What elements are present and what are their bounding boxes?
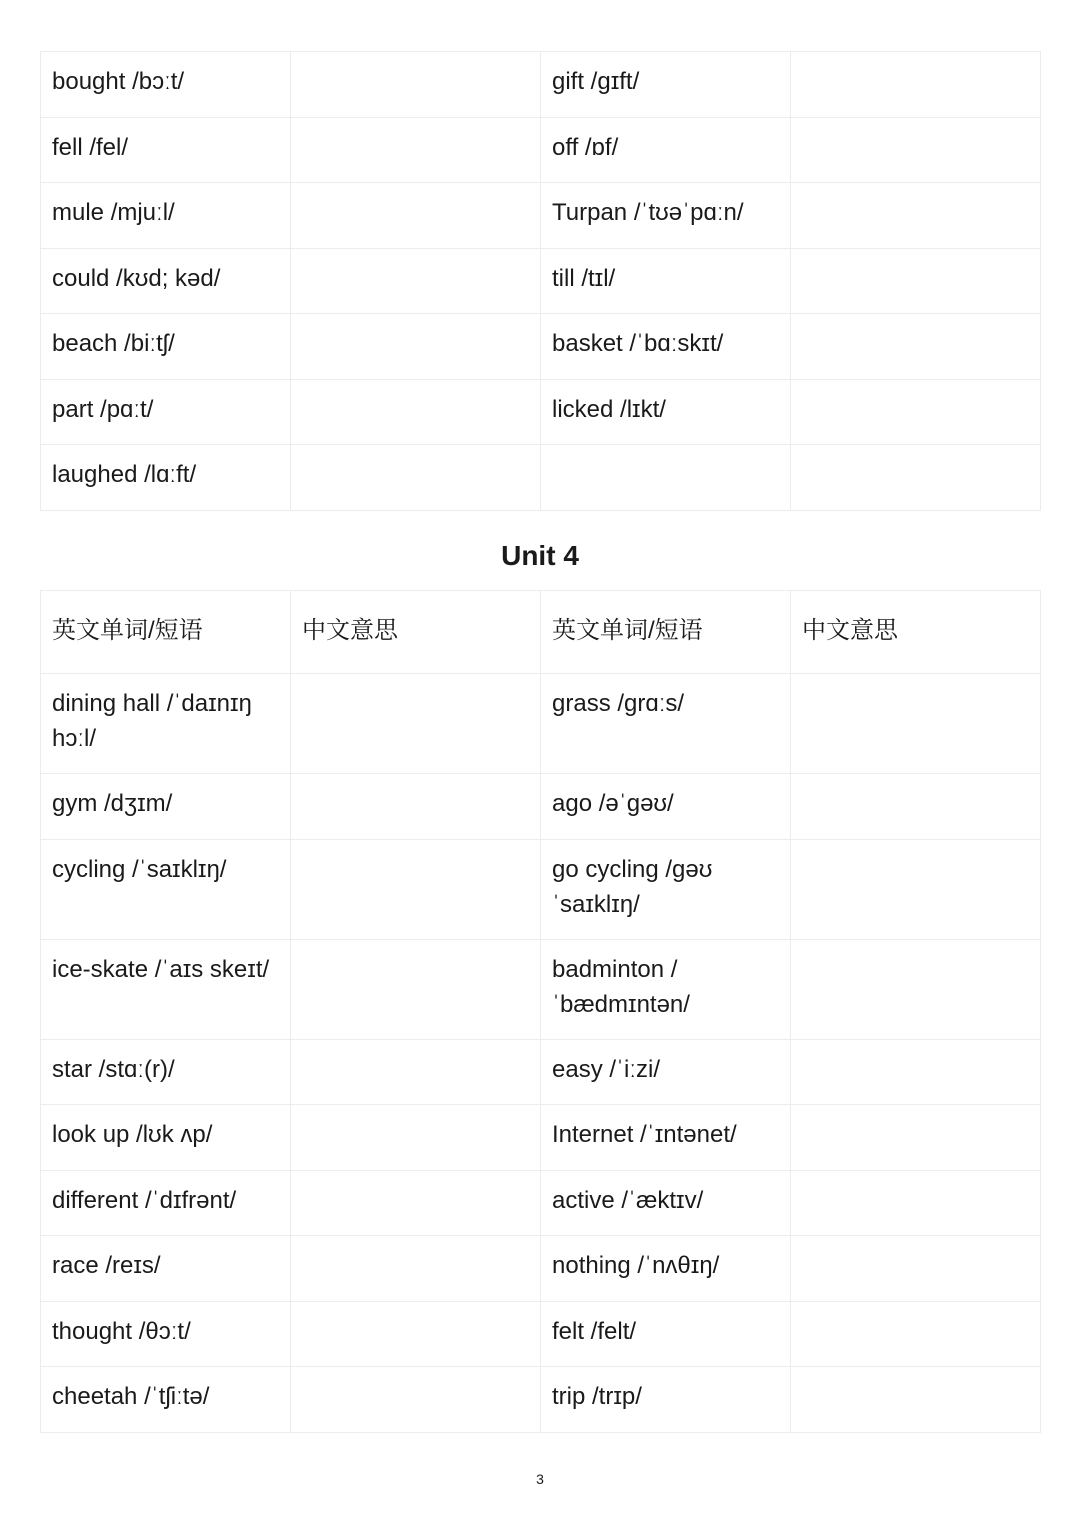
table-row [41,1367,1041,1433]
section-title-unit-4: Unit 4 [501,540,579,571]
english-word-cell: gift /ɡɪft/ [541,52,791,118]
chinese-meaning-cell [291,674,541,774]
chinese-meaning-cell [291,1367,541,1433]
header-chinese-meaning: 中文意思 [791,591,1041,674]
english-word-cell: ice-skate /ˈaɪs skeɪt/ [41,939,291,1039]
chinese-meaning-cell [791,1170,1041,1236]
english-word-cell: ago /əˈɡəʊ/ [541,774,791,840]
chinese-meaning-cell [291,774,541,840]
page-number: 3 [536,1471,544,1487]
chinese-meaning-cell [791,1367,1041,1433]
chinese-meaning-cell [291,52,541,118]
english-word-cell: Turpan /ˈtʊəˈpɑːn/ [541,183,791,249]
english-word-cell: till /tɪl/ [541,248,791,314]
chinese-meaning-cell [291,314,541,380]
english-word-cell: felt /felt/ [541,1301,791,1367]
english-word-cell: could /kʊd; kəd/ [41,248,291,314]
chinese-meaning-cell [791,314,1041,380]
english-word-cell: off /ɒf/ [541,117,791,183]
vocab-table-unit-4 [40,590,1041,1433]
english-word-cell: look up /lʊk ʌp/ [41,1105,291,1171]
chinese-meaning-cell [291,839,541,939]
english-word-cell: fell /fel/ [41,117,291,183]
table-row [41,674,1041,774]
chinese-meaning-cell [291,379,541,445]
table-row [41,117,1041,183]
english-word-cell: nothing /ˈnʌθɪŋ/ [541,1236,791,1302]
chinese-meaning-cell [791,1039,1041,1105]
english-word-cell: gym /dʒɪm/ [41,774,291,840]
english-word-cell: cheetah /ˈtʃiːtə/ [41,1367,291,1433]
table-row [41,379,1041,445]
chinese-meaning-cell [291,939,541,1039]
chinese-meaning-cell [291,1301,541,1367]
chinese-meaning-cell [291,1105,541,1171]
chinese-meaning-cell [791,839,1041,939]
vocab-table-body [41,52,1041,511]
english-word-cell: dining hall /ˈdaɪnɪŋ hɔːl/ [41,674,291,774]
english-word-cell: active /ˈæktɪv/ [541,1170,791,1236]
chinese-meaning-cell [791,674,1041,774]
english-word-cell: different /ˈdɪfrənt/ [41,1170,291,1236]
chinese-meaning-cell [291,445,541,511]
english-word-cell: basket /ˈbɑːskɪt/ [541,314,791,380]
chinese-meaning-cell [791,939,1041,1039]
chinese-meaning-cell [791,117,1041,183]
table-row [41,1301,1041,1367]
english-word-cell: cycling /ˈsaɪklɪŋ/ [41,839,291,939]
chinese-meaning-cell [791,52,1041,118]
table-row [41,248,1041,314]
table-row [41,1039,1041,1105]
english-word-cell: thought /θɔːt/ [41,1301,291,1367]
english-word-cell [541,445,791,511]
table-row [41,1105,1041,1171]
table-row [41,1170,1041,1236]
chinese-meaning-cell [791,1301,1041,1367]
header-english-word: 英文单词/短语 [541,591,791,674]
table-row [41,839,1041,939]
table-row [41,939,1041,1039]
english-word-cell: badminton /ˈbædmɪntən/ [541,939,791,1039]
table-row [41,314,1041,380]
english-word-cell: bought /bɔːt/ [41,52,291,118]
chinese-meaning-cell [291,248,541,314]
chinese-meaning-cell [791,379,1041,445]
chinese-meaning-cell [791,248,1041,314]
english-word-cell: trip /trɪp/ [541,1367,791,1433]
english-word-cell: grass /ɡrɑːs/ [541,674,791,774]
chinese-meaning-cell [791,774,1041,840]
chinese-meaning-cell [291,1236,541,1302]
vocab-table-body [41,591,1041,1433]
table-row [41,774,1041,840]
table-row [41,445,1041,511]
chinese-meaning-cell [291,1170,541,1236]
english-word-cell: licked /lɪkt/ [541,379,791,445]
header-chinese-meaning: 中文意思 [291,591,541,674]
header-english-word: 英文单词/短语 [41,591,291,674]
english-word-cell: race /reɪs/ [41,1236,291,1302]
english-word-cell: Internet /ˈɪntənet/ [541,1105,791,1171]
chinese-meaning-cell [291,1039,541,1105]
table-row [41,183,1041,249]
chinese-meaning-cell [791,1105,1041,1171]
english-word-cell: easy /ˈiːzi/ [541,1039,791,1105]
chinese-meaning-cell [291,183,541,249]
table-row [41,52,1041,118]
english-word-cell: part /pɑːt/ [41,379,291,445]
english-word-cell: star /stɑː(r)/ [41,1039,291,1105]
table-header-row [41,591,1041,674]
chinese-meaning-cell [791,183,1041,249]
vocab-table-previous-unit [40,51,1041,511]
table-row [41,1236,1041,1302]
english-word-cell: go cycling /ɡəʊ ˈsaɪklɪŋ/ [541,839,791,939]
english-word-cell: laughed /lɑːft/ [41,445,291,511]
english-word-cell: beach /biːtʃ/ [41,314,291,380]
chinese-meaning-cell [791,445,1041,511]
chinese-meaning-cell [791,1236,1041,1302]
chinese-meaning-cell [291,117,541,183]
english-word-cell: mule /mjuːl/ [41,183,291,249]
